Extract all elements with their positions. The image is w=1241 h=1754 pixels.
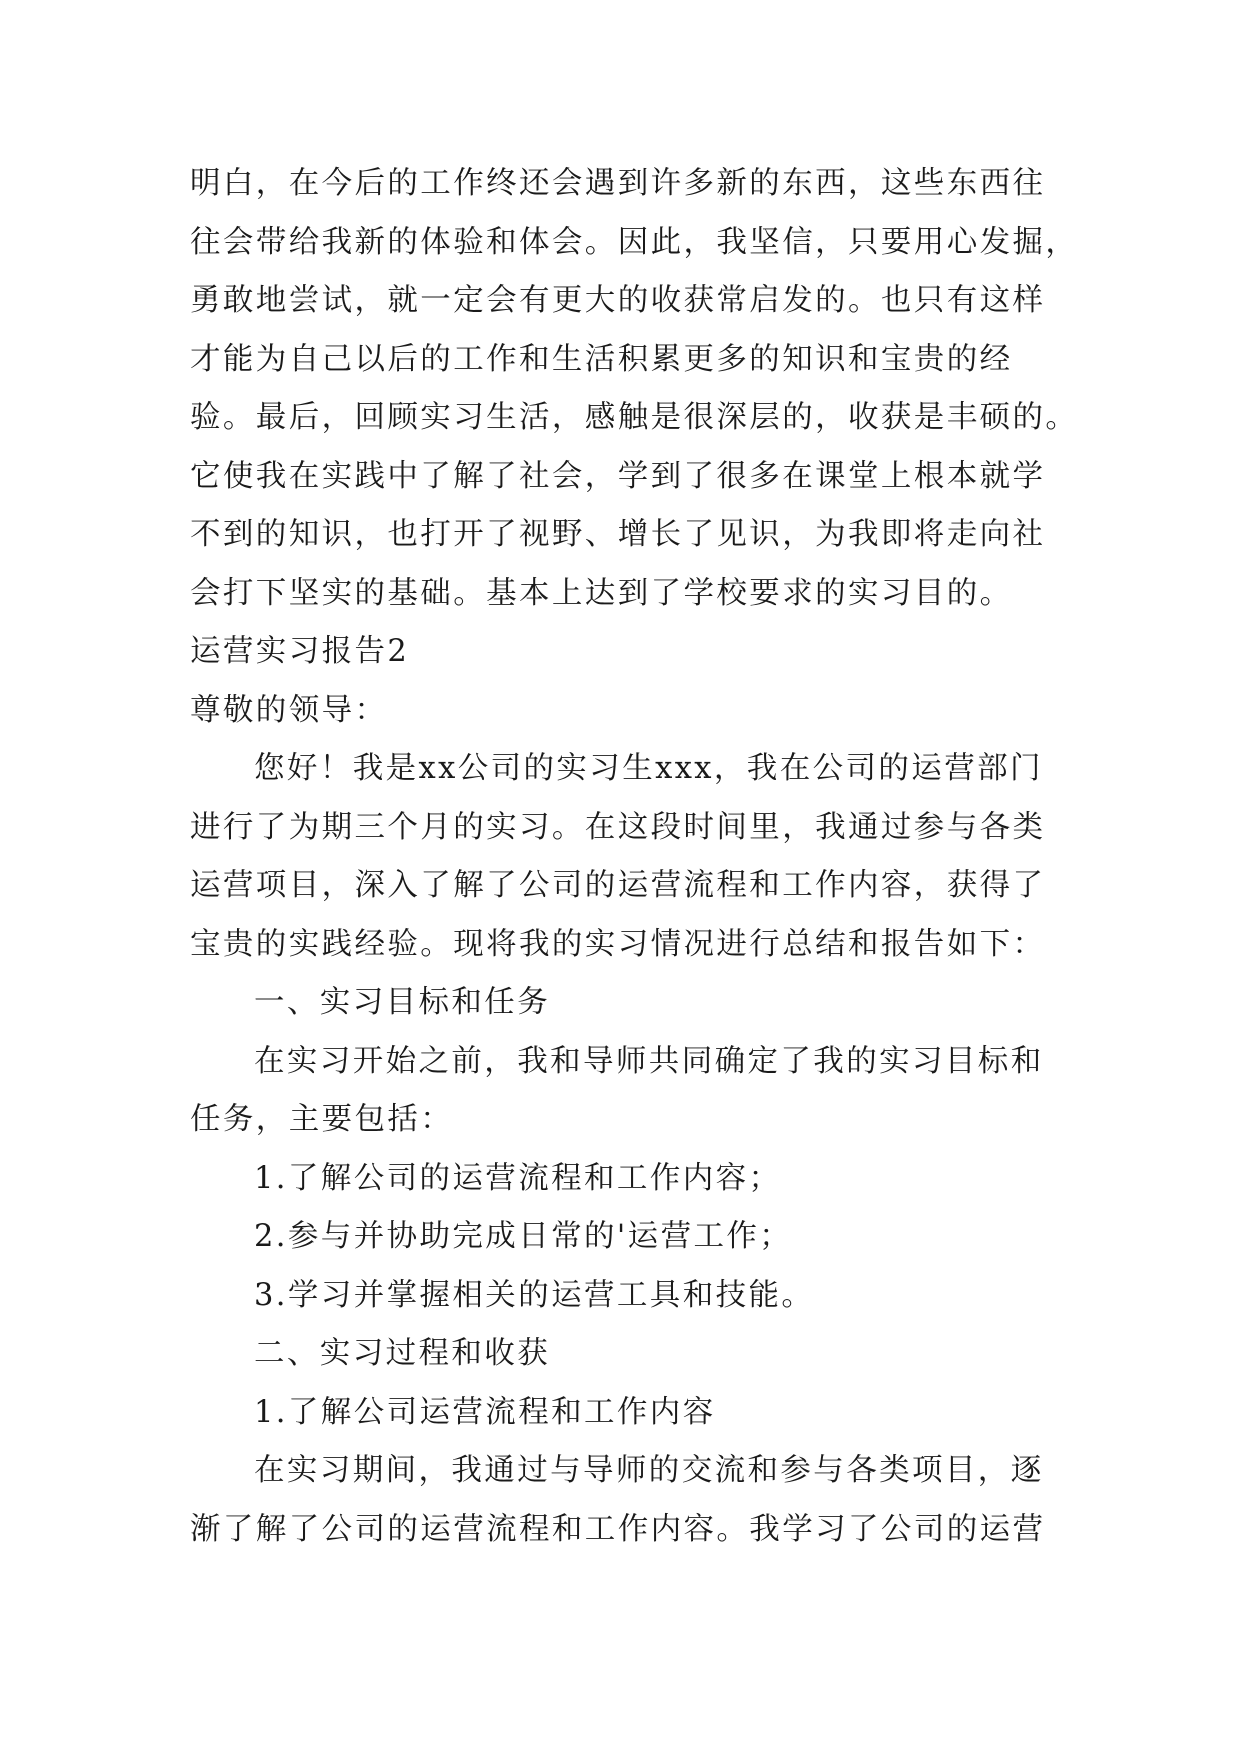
text-line: 在实习期间，我通过与导师的交流和参与各类项目，逐 (254, 1453, 1044, 1488)
text-line: 您好！我是xx公司的实习生xxx，我在公司的运营部门 (254, 751, 1043, 786)
text-line: 渐了解了公司的运营流程和工作内容。我学习了公司的运营 (190, 1511, 1046, 1547)
text-line: 运营项目，深入了解了公司的运营流程和工作内容，获得了 (190, 868, 1046, 903)
text-line: 明白，在今后的工作终还会遇到许多新的东西，这些东西往 (190, 166, 1046, 201)
text-line: 勇敢地尝试，就一定会有更大的收获常启发的。也只有这样 (190, 283, 1046, 318)
text-line: 在实习开始之前，我和导师共同确定了我的实习目标和 (254, 1043, 1044, 1079)
salutation: 尊敬的领导： (190, 692, 388, 728)
list-item: 1.了解公司的运营流程和工作内容； (254, 1160, 782, 1196)
text-line: 不到的知识，也打开了视野、增长了见识，为我即将走向社 (190, 517, 1046, 552)
document-body (190, 155, 1079, 1559)
text-line: 它使我在实践中了解了社会，学到了很多在课堂上根本就学 (190, 458, 1046, 494)
section-title: 运营实习报告2 (190, 634, 410, 669)
subheading: 1.了解公司运营流程和工作内容 (254, 1394, 716, 1430)
text-line: 往会带给我新的体验和体会。因此，我坚信，只要用心发掘， (190, 224, 1079, 260)
subheading: 一、实习目标和任务 (254, 985, 551, 1020)
text-line: 会打下坚实的基础。基本上达到了学校要求的实习目的。 (190, 575, 1013, 611)
text-line: 验。最后，回顾实习生活，感触是很深层的，收获是丰硕的。 (190, 400, 1079, 435)
list-item: 3.学习并掌握相关的运营工具和技能。 (254, 1277, 815, 1313)
list-item: 2.参与并协助完成日常的'运营工作； (254, 1219, 793, 1254)
text-line: 才能为自己以后的工作和生活积累更多的知识和宝贵的经 (190, 341, 1013, 377)
text-line: 任务，主要包括： (190, 1102, 454, 1137)
subheading: 二、实习过程和收获 (254, 1336, 551, 1371)
text-line: 进行了为期三个月的实习。在这段时间里，我通过参与各类 (190, 809, 1046, 845)
text-line: 宝贵的实践经验。现将我的实习情况进行总结和报告如下： (190, 926, 1046, 962)
